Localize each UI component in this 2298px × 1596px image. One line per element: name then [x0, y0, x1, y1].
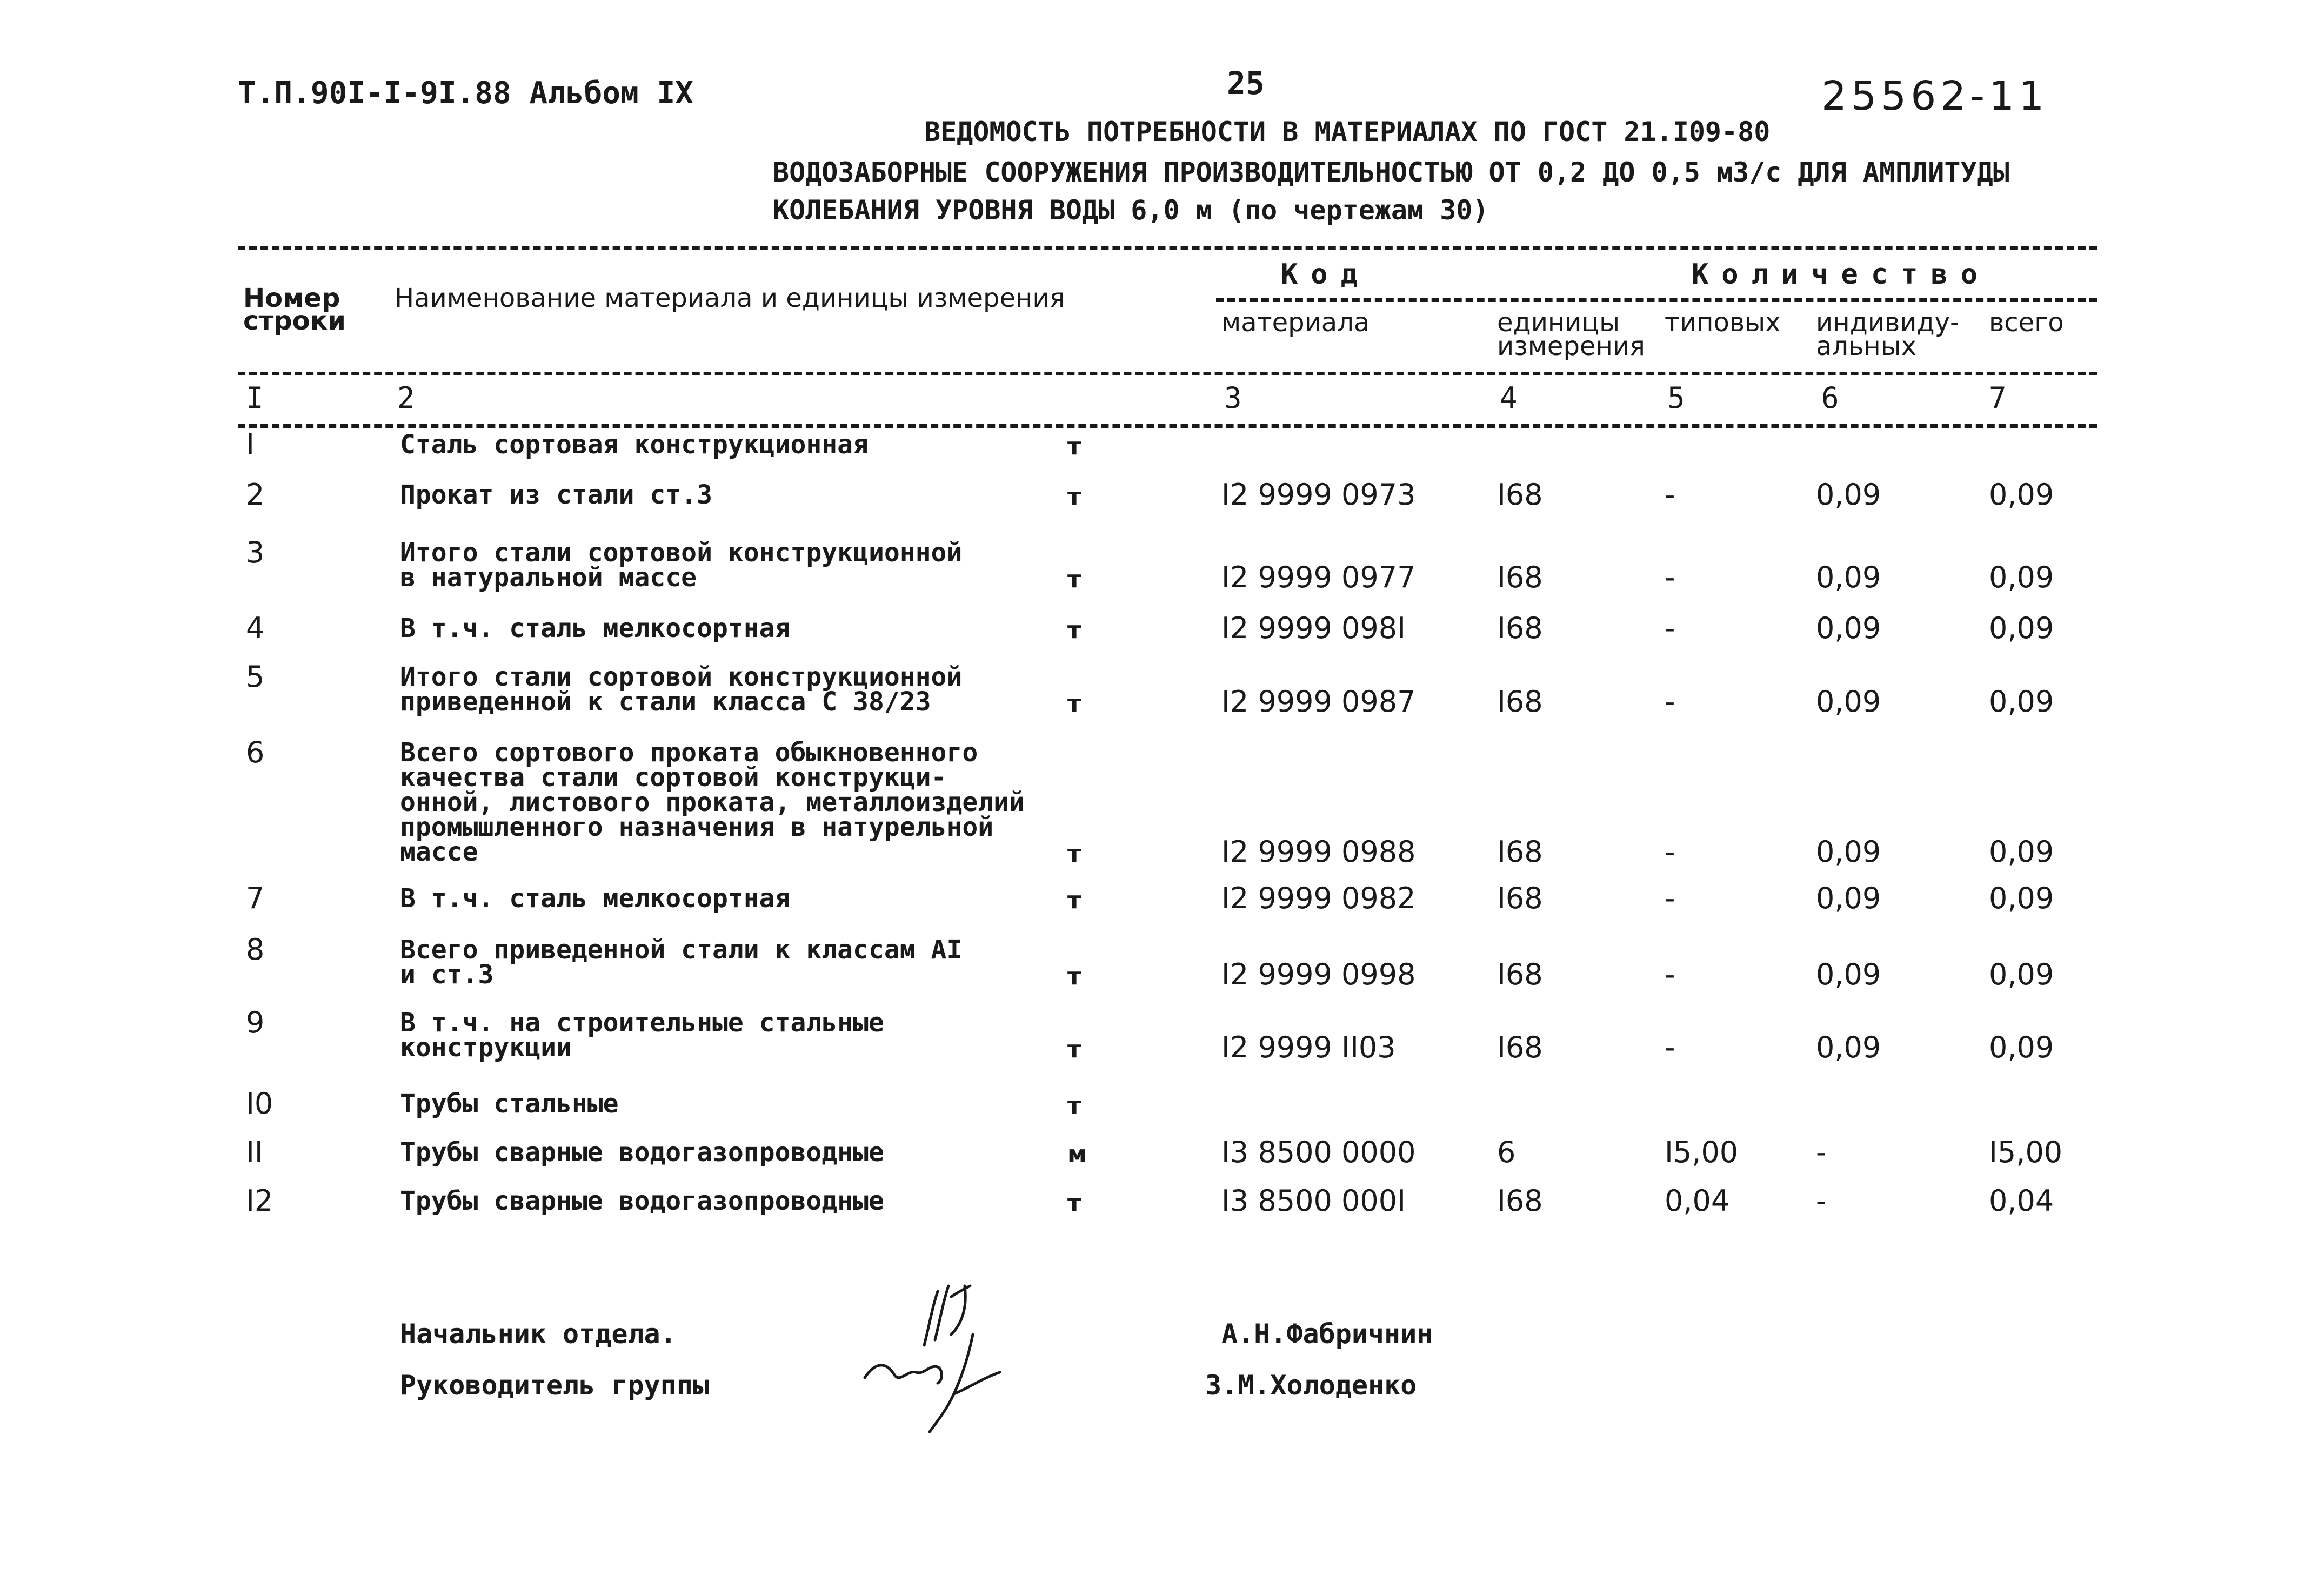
typical-qty-cell: -: [1665, 478, 1675, 512]
typical-qty-cell: -: [1665, 957, 1675, 991]
row-number-cell: 2: [246, 478, 265, 512]
material-code-cell: I2 9999 0998: [1221, 957, 1416, 991]
unit-cell: т: [1067, 433, 1081, 460]
signature-role-1: Начальник отдела.: [400, 1318, 677, 1350]
handwritten-signature: [843, 1275, 1027, 1437]
header-code-group: Код: [1281, 258, 1371, 291]
rule-top: [238, 246, 2097, 250]
row-number-cell: 7: [246, 881, 265, 915]
title-line-2: ВОДОЗАБОРНЫЕ СООРУЖЕНИЯ ПРОИЗВОДИТЕЛЬНОСТЬЮ ОТ 0,2 ДО 0,5 м3/с ДЛЯ АМПЛИТУДЫ: [773, 157, 2009, 188]
unit-code-cell: I68: [1497, 957, 1543, 991]
column-number: 7: [1989, 381, 2007, 415]
individual-qty-cell: 0,09: [1816, 685, 1881, 719]
material-name-line: приведенной к стали класса С 38/23: [400, 687, 931, 717]
material-name-line: и ст.3: [400, 960, 494, 990]
unit-code-cell: 6: [1497, 1135, 1516, 1169]
signature-name-1: А.Н.Фабричнин: [1221, 1318, 1433, 1350]
rule-code-group: [1216, 298, 2097, 302]
header-material: материала: [1221, 307, 1370, 338]
column-number: I: [246, 381, 264, 415]
individual-qty-cell: 0,09: [1816, 560, 1881, 594]
total-qty-cell: 0,09: [1989, 611, 2054, 645]
row-number-cell: II: [246, 1135, 263, 1169]
title-line-3: КОЛЕБАНИЯ УРОВНЯ ВОДЫ 6,0 м (по чертежам 30): [773, 195, 1489, 226]
unit-code-cell: I68: [1497, 1184, 1543, 1218]
total-qty-cell: 0,04: [1989, 1184, 2054, 1218]
total-qty-cell: 0,09: [1989, 835, 2054, 869]
header-name: Наименование материала и единицы измерения: [395, 283, 1065, 313]
row-number-cell: I: [246, 427, 255, 461]
unit-code-cell: I68: [1497, 560, 1543, 594]
unit-cell: т: [1067, 1189, 1081, 1217]
material-name-line: Итого стали сортовой конструкционной: [400, 538, 963, 568]
title-line-1: ВЕДОМОСТЬ ПОТРЕБНОСТИ В МАТЕРИАЛАХ ПО ГОСТ 21.I09-80: [924, 116, 1771, 147]
header-row-number-1: Номер: [243, 283, 340, 313]
document-number: 25562-11: [1821, 73, 2049, 119]
header-individual-1: индивиду-: [1816, 307, 1960, 338]
unit-cell: т: [1067, 566, 1081, 593]
signature-role-2: Руководитель группы: [400, 1370, 709, 1401]
individual-qty-cell: 0,09: [1816, 611, 1881, 645]
row-number-cell: I0: [246, 1087, 273, 1121]
material-name-line: Всего сортового проката обыкновенного: [400, 737, 978, 768]
individual-qty-cell: 0,09: [1816, 881, 1881, 915]
unit-code-cell: I68: [1497, 478, 1543, 512]
material-name-line: промышленного назначения в натурельной: [400, 812, 994, 842]
header-typical: типовых: [1665, 307, 1781, 338]
header-quantity-group: Количество: [1692, 258, 1991, 291]
unit-cell: т: [1067, 616, 1081, 644]
unit-cell: м: [1067, 1141, 1087, 1168]
unit-code-cell: I68: [1497, 881, 1543, 915]
typical-qty-cell: -: [1665, 611, 1675, 645]
page-number: 25: [1227, 65, 1265, 102]
material-name-line: В т.ч. сталь мелкосортная: [400, 883, 791, 914]
material-name-line: Трубы стальные: [400, 1089, 619, 1119]
rule-colnums-bottom: [238, 424, 2097, 428]
column-number: 6: [1821, 381, 1839, 415]
total-qty-cell: 0,09: [1989, 478, 2054, 512]
row-number-cell: 8: [246, 933, 265, 967]
material-name-line: конструкции: [400, 1032, 572, 1063]
unit-cell: т: [1067, 1092, 1081, 1119]
row-number-cell: 5: [246, 660, 265, 694]
typical-qty-cell: I5,00: [1665, 1135, 1739, 1169]
material-name-line: Трубы сварные водогазопроводные: [400, 1186, 884, 1216]
unit-cell: т: [1067, 483, 1081, 511]
unit-code-cell: I68: [1497, 1030, 1543, 1064]
material-code-cell: I2 9999 0977: [1221, 560, 1416, 594]
material-code-cell: I2 9999 098I: [1221, 611, 1406, 645]
material-code-cell: I2 9999 0982: [1221, 881, 1416, 915]
material-code-cell: I3 8500 0000: [1221, 1135, 1416, 1169]
column-number: 3: [1224, 381, 1242, 415]
material-name-line: Трубы сварные водогазопроводные: [400, 1137, 884, 1168]
material-name-line: В т.ч. сталь мелкосортная: [400, 613, 791, 643]
total-qty-cell: 0,09: [1989, 685, 2054, 719]
typical-qty-cell: 0,04: [1665, 1184, 1730, 1218]
individual-qty-cell: 0,09: [1816, 835, 1881, 869]
individual-qty-cell: 0,09: [1816, 1030, 1881, 1064]
material-code-cell: I2 9999 0973: [1221, 478, 1416, 512]
total-qty-cell: I5,00: [1989, 1135, 2063, 1169]
header-row-number-2: строки: [243, 306, 346, 336]
unit-code-cell: I68: [1497, 685, 1543, 719]
material-name-line: массе: [400, 837, 478, 867]
unit-cell: т: [1067, 690, 1081, 717]
header-unit-2: измерения: [1497, 331, 1645, 361]
total-qty-cell: 0,09: [1989, 881, 2054, 915]
material-name-line: в натуральной массе: [400, 562, 697, 593]
typical-qty-cell: -: [1665, 881, 1675, 915]
material-name-line: Итого стали сортовой конструкционной: [400, 662, 963, 692]
row-number-cell: 9: [246, 1005, 265, 1040]
material-name-line: онной, листового проката, металлоизделий: [400, 787, 1025, 817]
column-number: 2: [397, 381, 415, 415]
unit-cell: т: [1067, 840, 1081, 868]
row-number-cell: I2: [246, 1184, 273, 1218]
rule-header-bottom: [238, 372, 2097, 375]
material-code-cell: I2 9999 0987: [1221, 685, 1416, 719]
total-qty-cell: 0,09: [1989, 1030, 2054, 1064]
total-qty-cell: 0,09: [1989, 560, 2054, 594]
unit-cell: т: [1067, 1036, 1081, 1063]
header-individual-2: альных: [1816, 331, 1917, 361]
material-name-line: Всего приведенной стали к классам АI: [400, 935, 963, 965]
row-number-cell: 4: [246, 611, 265, 645]
column-number: 5: [1667, 381, 1685, 415]
individual-qty-cell: -: [1816, 1135, 1827, 1169]
typical-qty-cell: -: [1665, 1030, 1675, 1064]
row-number-cell: 3: [246, 535, 265, 569]
material-code-cell: I2 9999 II03: [1221, 1030, 1396, 1064]
typical-qty-cell: -: [1665, 835, 1675, 869]
total-qty-cell: 0,09: [1989, 957, 2054, 991]
column-number: 4: [1500, 381, 1518, 415]
material-name-line: В т.ч. на строительные стальные: [400, 1008, 884, 1038]
typical-qty-cell: -: [1665, 685, 1675, 719]
individual-qty-cell: -: [1816, 1184, 1827, 1218]
typical-qty-cell: -: [1665, 560, 1675, 594]
material-name-line: Прокат из стали ст.3: [400, 480, 712, 510]
header-total: всего: [1989, 307, 2064, 338]
material-code-cell: I2 9999 0988: [1221, 835, 1416, 869]
unit-cell: т: [1067, 887, 1081, 914]
row-number-cell: 6: [246, 735, 265, 769]
series-label: Т.П.90I-I-9I.88 Альбом IX: [238, 76, 693, 111]
material-name-line: качества стали сортовой конструкци-: [400, 762, 947, 793]
signature-name-2: З.М.Холоденко: [1205, 1370, 1417, 1401]
material-code-cell: I3 8500 000I: [1221, 1184, 1406, 1218]
header-unit-1: единицы: [1497, 307, 1620, 338]
unit-cell: т: [1067, 963, 1081, 990]
material-name-line: Сталь сортовая конструкционная: [400, 430, 869, 460]
unit-code-cell: I68: [1497, 835, 1543, 869]
individual-qty-cell: 0,09: [1816, 957, 1881, 991]
unit-code-cell: I68: [1497, 611, 1543, 645]
individual-qty-cell: 0,09: [1816, 478, 1881, 512]
